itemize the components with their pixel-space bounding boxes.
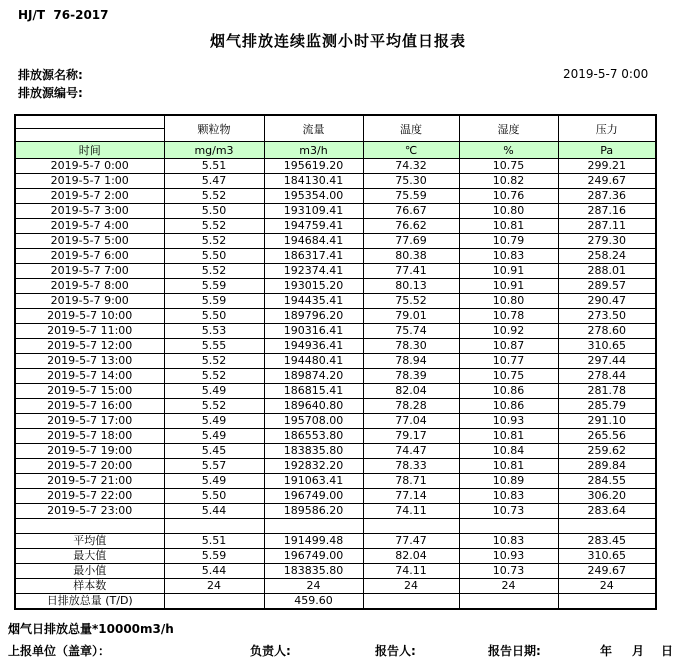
- time-cell: 2019-5-7 18:00: [15, 429, 164, 444]
- time-cell: 2019-5-7 8:00: [15, 279, 164, 294]
- value-cell: 273.50: [558, 309, 656, 324]
- value-cell: 24: [264, 579, 363, 594]
- value-cell: [164, 519, 264, 534]
- value-cell: 192832.20: [264, 459, 363, 474]
- month-label: 月: [632, 644, 645, 658]
- time-cell: 2019-5-7 17:00: [15, 414, 164, 429]
- value-cell: 194480.41: [264, 354, 363, 369]
- value-cell: 10.79: [459, 234, 558, 249]
- value-cell: 183835.80: [264, 444, 363, 459]
- total-emission-note: 烟气日排放总量*10000m3/h: [8, 622, 174, 636]
- value-cell: 78.28: [363, 399, 459, 414]
- value-cell: 5.52: [164, 354, 264, 369]
- value-cell: 78.39: [363, 369, 459, 384]
- time-cell: 2019-5-7 20:00: [15, 459, 164, 474]
- time-header: 时间: [15, 142, 164, 159]
- hourly-row: [15, 489, 656, 504]
- time-cell: 2019-5-7 19:00: [15, 444, 164, 459]
- value-cell: 79.01: [363, 309, 459, 324]
- hourly-row: [15, 204, 656, 219]
- value-cell: 297.44: [558, 354, 656, 369]
- value-cell: [363, 519, 459, 534]
- value-cell: 77.04: [363, 414, 459, 429]
- value-cell: 189874.20: [264, 369, 363, 384]
- value-cell: 79.17: [363, 429, 459, 444]
- time-cell: 2019-5-7 21:00: [15, 474, 164, 489]
- value-cell: 80.38: [363, 249, 459, 264]
- value-cell: 194759.41: [264, 219, 363, 234]
- value-cell: 77.69: [363, 234, 459, 249]
- value-cell: 76.67: [363, 204, 459, 219]
- hourly-row: [15, 174, 656, 189]
- standard-number: HJ/T 76-2017: [18, 8, 109, 22]
- value-cell: 75.74: [363, 324, 459, 339]
- value-cell: 196749.00: [264, 489, 363, 504]
- value-cell: 195619.20: [264, 159, 363, 174]
- header-empty-cell: [15, 129, 164, 142]
- value-cell: 10.91: [459, 279, 558, 294]
- value-cell: 193109.41: [264, 204, 363, 219]
- value-cell: 190316.41: [264, 324, 363, 339]
- value-cell: 10.83: [459, 249, 558, 264]
- year-label: 年: [600, 644, 613, 658]
- value-cell: 78.33: [363, 459, 459, 474]
- value-cell: 189796.20: [264, 309, 363, 324]
- value-cell: 10.83: [459, 489, 558, 504]
- value-cell: 287.11: [558, 219, 656, 234]
- value-cell: 265.56: [558, 429, 656, 444]
- value-cell: 74.11: [363, 504, 459, 519]
- summary-label-cell: 平均值: [15, 534, 164, 549]
- value-cell: 290.47: [558, 294, 656, 309]
- value-cell: [558, 519, 656, 534]
- summary-label-cell: 日排放总量 (T/D): [15, 594, 164, 610]
- time-cell: 2019-5-7 7:00: [15, 264, 164, 279]
- value-cell: 10.76: [459, 189, 558, 204]
- hourly-row: [15, 384, 656, 399]
- time-cell: 2019-5-7 10:00: [15, 309, 164, 324]
- responsible-person-label: 负责人:: [250, 644, 291, 658]
- value-cell: 10.93: [459, 549, 558, 564]
- value-cell: 193015.20: [264, 279, 363, 294]
- time-cell: 2019-5-7 4:00: [15, 219, 164, 234]
- value-cell: 10.73: [459, 504, 558, 519]
- time-cell: 2019-5-7 12:00: [15, 339, 164, 354]
- value-cell: 459.60: [264, 594, 363, 610]
- value-cell: 10.83: [459, 534, 558, 549]
- param-header-flow: 流量: [264, 115, 363, 142]
- value-cell: 258.24: [558, 249, 656, 264]
- value-cell: 195708.00: [264, 414, 363, 429]
- value-cell: 278.60: [558, 324, 656, 339]
- value-cell: 5.49: [164, 474, 264, 489]
- value-cell: 10.82: [459, 174, 558, 189]
- value-cell: 75.30: [363, 174, 459, 189]
- value-cell: [363, 594, 459, 610]
- value-cell: 5.59: [164, 549, 264, 564]
- value-cell: 310.65: [558, 549, 656, 564]
- value-cell: 76.62: [363, 219, 459, 234]
- value-cell: 186317.41: [264, 249, 363, 264]
- value-cell: 10.77: [459, 354, 558, 369]
- value-cell: 289.57: [558, 279, 656, 294]
- value-cell: [164, 594, 264, 610]
- time-cell: 2019-5-7 16:00: [15, 399, 164, 414]
- value-cell: 74.47: [363, 444, 459, 459]
- time-cell: 2019-5-7 23:00: [15, 504, 164, 519]
- value-cell: 24: [164, 579, 264, 594]
- header-empty-cell: [15, 115, 164, 129]
- hourly-row: [15, 234, 656, 249]
- summary-label-cell: 最小值: [15, 564, 164, 579]
- value-cell: 189640.80: [264, 399, 363, 414]
- value-cell: 285.79: [558, 399, 656, 414]
- value-cell: 279.30: [558, 234, 656, 249]
- value-cell: 183835.80: [264, 564, 363, 579]
- value-cell: [558, 594, 656, 610]
- value-cell: 10.92: [459, 324, 558, 339]
- unit-header-row: [15, 142, 656, 159]
- time-cell: 2019-5-7 9:00: [15, 294, 164, 309]
- time-cell: 2019-5-7 11:00: [15, 324, 164, 339]
- value-cell: 10.81: [459, 219, 558, 234]
- value-cell: 283.45: [558, 534, 656, 549]
- value-cell: 78.30: [363, 339, 459, 354]
- value-cell: 5.50: [164, 309, 264, 324]
- hourly-row: [15, 339, 656, 354]
- report-date-label: 报告日期:: [488, 644, 541, 658]
- hourly-row: [15, 324, 656, 339]
- value-cell: 5.49: [164, 414, 264, 429]
- value-cell: 10.75: [459, 369, 558, 384]
- value-cell: 287.16: [558, 204, 656, 219]
- value-cell: 24: [558, 579, 656, 594]
- time-cell: [15, 519, 164, 534]
- hourly-row: [15, 264, 656, 279]
- time-cell: 2019-5-7 14:00: [15, 369, 164, 384]
- value-cell: 82.04: [363, 549, 459, 564]
- value-cell: 5.52: [164, 264, 264, 279]
- value-cell: 82.04: [363, 384, 459, 399]
- value-cell: 5.57: [164, 459, 264, 474]
- summary-row: [15, 534, 656, 549]
- hourly-row: [15, 294, 656, 309]
- reporter-label: 报告人:: [375, 644, 416, 658]
- value-cell: 287.36: [558, 189, 656, 204]
- summary-row: [15, 579, 656, 594]
- value-cell: 24: [363, 579, 459, 594]
- value-cell: [459, 519, 558, 534]
- value-cell: 5.55: [164, 339, 264, 354]
- value-cell: 10.81: [459, 429, 558, 444]
- hourly-row: [15, 219, 656, 234]
- value-cell: 5.53: [164, 324, 264, 339]
- value-cell: 284.55: [558, 474, 656, 489]
- monitoring-table: [14, 114, 657, 610]
- value-cell: 10.80: [459, 204, 558, 219]
- day-label: 日: [661, 644, 674, 658]
- value-cell: 10.78: [459, 309, 558, 324]
- value-cell: 10.81: [459, 459, 558, 474]
- value-cell: 186815.41: [264, 384, 363, 399]
- summary-row: [15, 564, 656, 579]
- param-header-humidity: 湿度: [459, 115, 558, 142]
- time-cell: 2019-5-7 2:00: [15, 189, 164, 204]
- time-cell: 2019-5-7 0:00: [15, 159, 164, 174]
- time-cell: 2019-5-7 13:00: [15, 354, 164, 369]
- value-cell: 5.51: [164, 534, 264, 549]
- report-datetime: 2019-5-7 0:00: [563, 67, 649, 81]
- value-cell: 5.52: [164, 369, 264, 384]
- hourly-row: [15, 414, 656, 429]
- value-cell: 74.32: [363, 159, 459, 174]
- time-cell: 2019-5-7 1:00: [15, 174, 164, 189]
- source-name-label: 排放源名称:: [18, 68, 83, 82]
- report-unit-label: 上报单位（盖章）：: [8, 644, 111, 658]
- value-cell: 189586.20: [264, 504, 363, 519]
- unit-temperature: ℃: [363, 142, 459, 159]
- value-cell: 77.47: [363, 534, 459, 549]
- value-cell: 5.50: [164, 249, 264, 264]
- value-cell: 196749.00: [264, 549, 363, 564]
- value-cell: 194684.41: [264, 234, 363, 249]
- value-cell: 259.62: [558, 444, 656, 459]
- value-cell: 194936.41: [264, 339, 363, 354]
- source-code-label: 排放源编号:: [18, 86, 83, 100]
- value-cell: 184130.41: [264, 174, 363, 189]
- value-cell: 77.14: [363, 489, 459, 504]
- value-cell: 24: [459, 579, 558, 594]
- value-cell: 281.78: [558, 384, 656, 399]
- value-cell: 5.51: [164, 159, 264, 174]
- value-cell: 310.65: [558, 339, 656, 354]
- value-cell: 80.13: [363, 279, 459, 294]
- summary-row: [15, 594, 656, 610]
- hourly-row: [15, 399, 656, 414]
- value-cell: 5.44: [164, 504, 264, 519]
- value-cell: 249.67: [558, 174, 656, 189]
- time-cell: 2019-5-7 5:00: [15, 234, 164, 249]
- param-header-particulate: 颗粒物: [164, 115, 264, 142]
- value-cell: 5.49: [164, 429, 264, 444]
- value-cell: 75.59: [363, 189, 459, 204]
- hourly-row: [15, 159, 656, 174]
- time-cell: 2019-5-7 6:00: [15, 249, 164, 264]
- value-cell: 5.59: [164, 279, 264, 294]
- time-cell: 2019-5-7 22:00: [15, 489, 164, 504]
- value-cell: 77.41: [363, 264, 459, 279]
- value-cell: 10.86: [459, 384, 558, 399]
- value-cell: 5.50: [164, 204, 264, 219]
- value-cell: 5.44: [164, 564, 264, 579]
- page-title: 烟气排放连续监测小时平均值日报表: [209, 32, 466, 50]
- value-cell: 78.71: [363, 474, 459, 489]
- hourly-row: [15, 369, 656, 384]
- value-cell: 5.47: [164, 174, 264, 189]
- hourly-row: [15, 504, 656, 519]
- hourly-row: [15, 474, 656, 489]
- unit-particulate: mg/m3: [164, 142, 264, 159]
- value-cell: 10.89: [459, 474, 558, 489]
- value-cell: 288.01: [558, 264, 656, 279]
- value-cell: 249.67: [558, 564, 656, 579]
- value-cell: 191063.41: [264, 474, 363, 489]
- value-cell: 5.52: [164, 399, 264, 414]
- param-header-pressure: 压力: [558, 115, 656, 142]
- unit-flow: m3/h: [264, 142, 363, 159]
- header-row-top: [15, 115, 656, 129]
- summary-row: [15, 549, 656, 564]
- value-cell: 283.64: [558, 504, 656, 519]
- value-cell: 291.10: [558, 414, 656, 429]
- time-cell: 2019-5-7 3:00: [15, 204, 164, 219]
- value-cell: 74.11: [363, 564, 459, 579]
- value-cell: 195354.00: [264, 189, 363, 204]
- value-cell: 5.59: [164, 294, 264, 309]
- value-cell: 10.80: [459, 294, 558, 309]
- value-cell: 5.52: [164, 189, 264, 204]
- hourly-row: [15, 279, 656, 294]
- summary-label-cell: 样本数: [15, 579, 164, 594]
- time-cell: 2019-5-7 15:00: [15, 384, 164, 399]
- value-cell: 306.20: [558, 489, 656, 504]
- hourly-row: [15, 354, 656, 369]
- value-cell: 194435.41: [264, 294, 363, 309]
- value-cell: [459, 594, 558, 610]
- value-cell: 10.87: [459, 339, 558, 354]
- value-cell: 5.50: [164, 489, 264, 504]
- hourly-row: [15, 444, 656, 459]
- value-cell: 10.91: [459, 264, 558, 279]
- unit-humidity: %: [459, 142, 558, 159]
- value-cell: 10.84: [459, 444, 558, 459]
- hourly-row: [15, 189, 656, 204]
- value-cell: 78.94: [363, 354, 459, 369]
- param-header-temperature: 温度: [363, 115, 459, 142]
- value-cell: 5.45: [164, 444, 264, 459]
- value-cell: 75.52: [363, 294, 459, 309]
- value-cell: 299.21: [558, 159, 656, 174]
- hourly-row: [15, 459, 656, 474]
- value-cell: 10.86: [459, 399, 558, 414]
- hourly-row: [15, 249, 656, 264]
- summary-label-cell: 最大值: [15, 549, 164, 564]
- value-cell: 10.75: [459, 159, 558, 174]
- unit-pressure: Pa: [558, 142, 656, 159]
- value-cell: 5.52: [164, 219, 264, 234]
- value-cell: 191499.48: [264, 534, 363, 549]
- value-cell: 186553.80: [264, 429, 363, 444]
- hourly-row: [15, 309, 656, 324]
- value-cell: 278.44: [558, 369, 656, 384]
- value-cell: 5.49: [164, 384, 264, 399]
- value-cell: 10.93: [459, 414, 558, 429]
- value-cell: [264, 519, 363, 534]
- hourly-row: [15, 429, 656, 444]
- value-cell: 192374.41: [264, 264, 363, 279]
- value-cell: 289.84: [558, 459, 656, 474]
- table-body: [15, 159, 656, 610]
- value-cell: 5.52: [164, 234, 264, 249]
- blank-row: [15, 519, 656, 534]
- value-cell: 10.73: [459, 564, 558, 579]
